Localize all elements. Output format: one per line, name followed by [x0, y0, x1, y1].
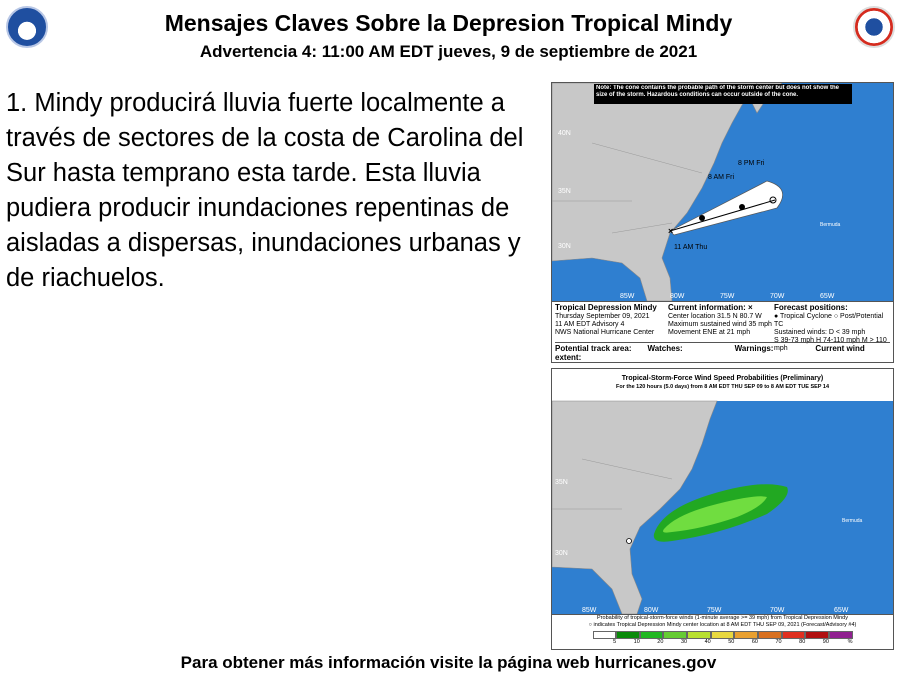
scale-swatch — [711, 631, 735, 639]
legend-s-wind: S 39-73 mph — [774, 337, 815, 344]
prob-lat-label-30: 30N — [555, 550, 568, 557]
scale-label: 80 — [799, 639, 806, 645]
forecast-point-1 — [699, 215, 705, 221]
current-position-marker: × — [668, 226, 674, 236]
track-label-8pm: 8 PM Fri — [738, 160, 765, 167]
prob-lon-label-65: 65W — [834, 607, 849, 614]
legend-fp-post: ○ Post/Potential TC — [774, 313, 884, 328]
prob-lon-label-70: 70W — [770, 607, 785, 614]
prob-lon-label-85: 85W — [582, 607, 597, 614]
probability-caption-2: ○ indicates Tropical Depression Mindy center location at 8 AM EDT THU SEP 09, 2021 (Forecast/Advisory #4) — [588, 622, 857, 628]
scale-swatch — [734, 631, 758, 639]
lat-label-40: 40N — [558, 130, 571, 137]
scale-swatch — [758, 631, 782, 639]
legend-current-info: Current information: × — [668, 303, 753, 312]
key-message-text: 1. Mindy producirá lluvia fuerte localmente a través de sectores de la costa de Carolina del Sur hasta temprano esta tarde. Esta lluvia pudiera producir inundaciones repentinas de aisladas a dispersas, inundaciones urbanas y de riachuelos. — [6, 89, 524, 292]
cone-map — [552, 83, 893, 301]
center-location-marker — [627, 539, 632, 544]
cone-legend — [552, 301, 893, 363]
legend-advisory: 11 AM EDT Advisory 4 — [555, 321, 625, 328]
scale-label: % — [847, 639, 853, 645]
legend-warnings: Warnings: — [734, 344, 774, 353]
legend-wind-extent: Current wind extent: — [555, 344, 865, 362]
prob-lon-label-80: 80W — [644, 607, 659, 614]
legend-storm-name: Tropical Depression Mindy — [555, 303, 657, 312]
scale-label: 40 — [704, 639, 711, 645]
probability-scale-labels — [593, 639, 853, 646]
probability-caption-1: Probability of tropical-storm-force winds (1-minute average >= 39 mph) from Tropical Depression Mindy — [597, 615, 848, 621]
legend-max-wind: Maximum sustained wind 35 mph — [668, 321, 772, 328]
prob-lon-label-75: 75W — [707, 607, 722, 614]
legend-d-wind: D < 39 mph — [828, 329, 866, 336]
scale-swatch — [640, 631, 664, 639]
legend-h-wind: H 74-110 mph — [816, 337, 860, 344]
wind-probability-panel — [551, 368, 894, 650]
prob-lat-label-35: 35N — [555, 479, 568, 486]
probability-legend — [552, 614, 893, 650]
track-label-8am: 8 AM Fri — [708, 174, 735, 181]
legend-sustained: Sustained winds: — [774, 329, 827, 336]
probability-subtitle: For the 120 hours (5.0 days) from 8 AM EDT THU SEP 09 to 8 AM EDT TUE SEP 14 — [615, 384, 830, 390]
nws-logo-icon — [853, 6, 895, 48]
scale-swatch — [616, 631, 640, 639]
footer-text: Para obtener más información visite la página web hurricanes.gov — [180, 653, 717, 672]
scale-label: 20 — [657, 639, 664, 645]
scale-swatch — [829, 631, 853, 639]
page-title: Mensajes Claves Sobre la Depresion Tropical Mindy — [164, 10, 733, 36]
legend-movement: Movement ENE at 21 mph — [668, 329, 751, 336]
scale-label: 90 — [822, 639, 829, 645]
lon-label-85: 85W — [620, 293, 635, 300]
scale-label: 70 — [775, 639, 782, 645]
scale-swatch — [663, 631, 687, 639]
legend-fp-tc: ● Tropical Cyclone — [774, 313, 832, 320]
track-label-11am: 11 AM Thu — [674, 244, 708, 251]
scale-swatch — [593, 631, 617, 639]
lon-label-65: 65W — [820, 293, 835, 300]
lon-label-75: 75W — [720, 293, 735, 300]
cone-map-panel — [551, 82, 894, 363]
lat-label-30: 30N — [558, 243, 571, 250]
lat-label-35: 35N — [558, 188, 571, 195]
probability-color-scale — [593, 631, 853, 639]
scale-label: 10 — [633, 639, 640, 645]
scale-label: 50 — [728, 639, 735, 645]
legend-center: NWS National Hurricane Center — [555, 329, 655, 336]
legend-date: Thursday September 09, 2021 — [555, 313, 650, 320]
page-subtitle: Advertencia 4: 11:00 AM EDT jueves, 9 de septiembre de 2021 — [199, 42, 698, 61]
legend-watches: Watches: — [647, 344, 683, 353]
legend-m-wind: M > 110 mph — [774, 337, 887, 352]
prob-bermuda-label: Bermuda — [842, 518, 863, 524]
scale-swatch — [805, 631, 829, 639]
scale-label: 60 — [751, 639, 758, 645]
scale-label: 30 — [680, 639, 688, 645]
scale-swatch — [687, 631, 711, 639]
forecast-point-2 — [739, 204, 745, 210]
legend-location: Center location 31.5 N 80.7 W — [668, 313, 762, 320]
legend-forecast-positions: Forecast positions: — [774, 303, 848, 312]
scale-label: 5 — [613, 639, 617, 645]
probability-title: Tropical-Storm-Force Wind Speed Probabilities (Preliminary) — [621, 375, 824, 382]
bermuda-label: Bermuda — [820, 222, 841, 228]
probability-map — [552, 369, 893, 614]
scale-swatch — [782, 631, 806, 639]
lon-label-70: 70W — [770, 293, 785, 300]
legend-track-area: Potential track area: — [555, 344, 632, 353]
lon-label-80: 80W — [670, 293, 685, 300]
cone-note: Note: The cone contains the probable path of the storm center but does not show the size of the storm. Hazardous conditions can occur outside of the cone. — [596, 85, 840, 98]
